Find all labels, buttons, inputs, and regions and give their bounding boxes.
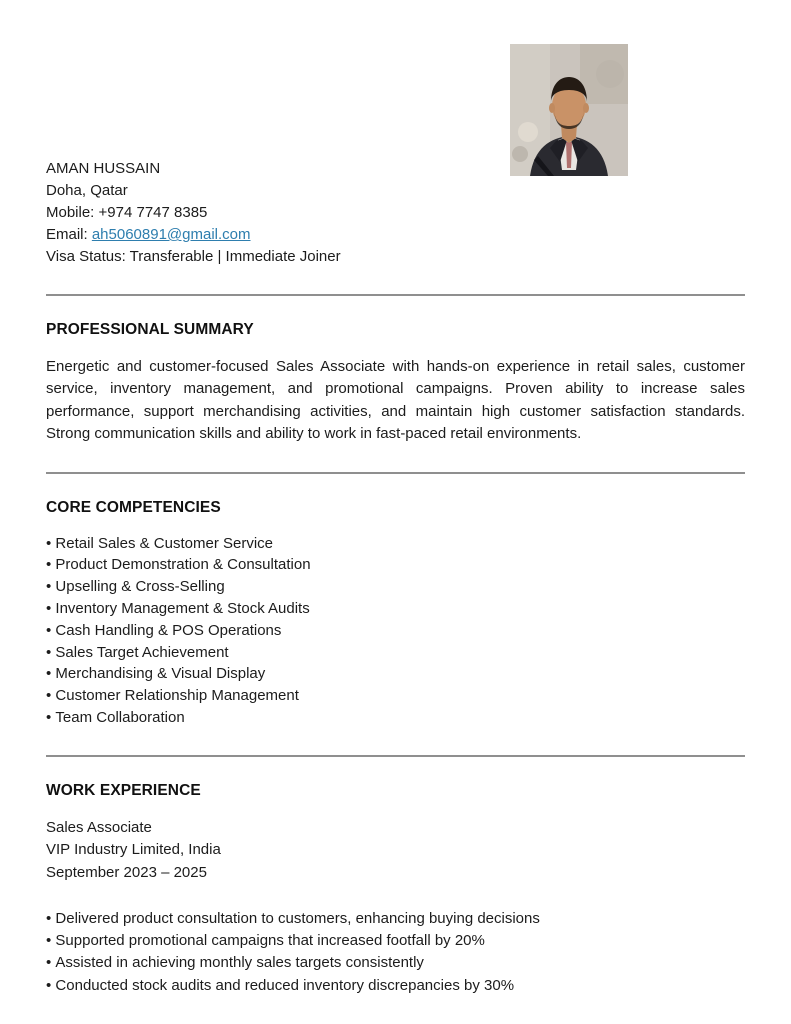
competency-item: • Sales Target Achievement: [46, 642, 745, 664]
resume-content: [46, 0, 745, 997]
experience-bullet: • Supported promotional campaigns that increased footfall by 20%: [46, 930, 745, 952]
email-label: Email:: [46, 226, 92, 243]
competency-item: • Team Collaboration: [46, 707, 745, 729]
experience-bullet: • Conducted stock audits and reduced inventory discrepancies by 30%: [46, 975, 745, 997]
contact-block: [46, 0, 745, 268]
candidate-location: Doha, Qatar: [46, 182, 128, 199]
competency-item: • Inventory Management & Stock Audits: [46, 598, 745, 620]
job-block: [46, 817, 745, 884]
competency-item: • Customer Relationship Management: [46, 685, 745, 707]
job-dates: September 2023 – 2025: [46, 863, 207, 881]
summary-paragraph: Energetic and customer-focused Sales Associate with hands-on experience in retail sales, customer service, inventory management, and promotional campaigns. Proven ability to increase sales performance, support merchandising activities, and maintain high customer satisfaction standards. Strong communication skills and ability to work in fast-paced retail environments.: [46, 358, 745, 443]
section-work-experience: [46, 782, 745, 997]
divider: [46, 755, 745, 757]
experience-bullets: [46, 908, 745, 997]
experience-bullet: • Delivered product consultation to customers, enhancing buying decisions: [46, 908, 745, 930]
section-core-competencies: [46, 499, 745, 729]
experience-bullet: • Assisted in achieving monthly sales targets consistently: [46, 952, 745, 974]
competency-item: • Upselling & Cross-Selling: [46, 576, 745, 598]
experience-heading: WORK EXPERIENCE: [46, 781, 201, 799]
job-company: VIP Industry Limited, India: [46, 841, 221, 859]
competency-item: • Product Demonstration & Consultation: [46, 554, 745, 576]
summary-heading: PROFESSIONAL SUMMARY: [46, 321, 254, 338]
candidate-name: AMAN HUSSAIN: [46, 160, 161, 177]
candidate-visa-status: Visa Status: Transferable | Immediate Joiner: [46, 248, 341, 265]
competency-item: • Cash Handling & POS Operations: [46, 620, 745, 642]
competencies-list: [46, 533, 745, 729]
candidate-email-line: [46, 224, 745, 246]
email-link[interactable]: ah5060891@gmail.com: [91, 226, 251, 243]
competency-item: • Retail Sales & Customer Service: [46, 533, 745, 555]
section-professional-summary: [46, 321, 745, 446]
job-title: Sales Associate: [46, 818, 152, 836]
candidate-mobile: Mobile: +974 7747 8385: [46, 204, 208, 221]
competency-item: • Merchandising & Visual Display: [46, 663, 745, 685]
divider: [46, 472, 745, 474]
divider: [46, 294, 745, 296]
competencies-heading: CORE COMPETENCIES: [46, 498, 221, 516]
